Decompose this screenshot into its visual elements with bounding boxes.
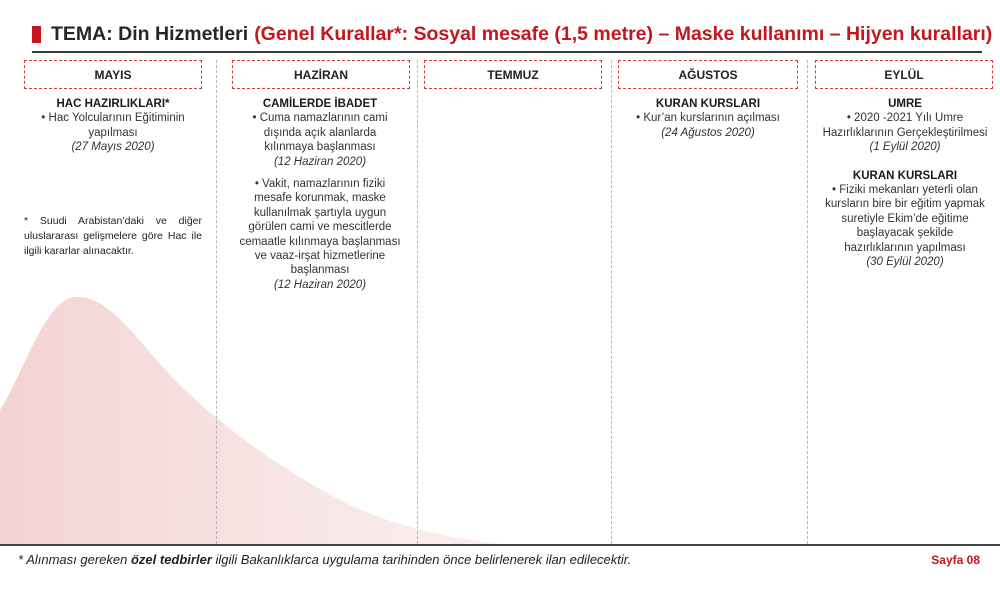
column-divider (417, 60, 418, 544)
footer-prefix: * Alınması gereken (18, 552, 131, 567)
list-item: • Vakit, namazlarının fiziki mesafe korunmak, maske kullanılmak şartıyla uygun görülen cami ve mescitlerde cemaatle kılınmaya başlanması ve vaaz-irşat hizmetlerine başlanması (239, 178, 401, 277)
list-item: • Cuma namazlarının cami dışında açık alanlarda kılınmaya başlanması (252, 112, 388, 154)
column-divider (807, 60, 808, 544)
month-header-eylul: EYLÜL (815, 60, 993, 89)
footer-suffix: ilgili Bakanlıklarca uygulama tarihinden önce belirlenerek ilan edilecektir. (211, 552, 632, 567)
date-label: (30 Eylül 2020) (866, 256, 944, 269)
month-header-mayis: MAYIS (24, 60, 202, 89)
month-header-temmuz: TEMMUZ (424, 60, 602, 89)
date-label: (12 Haziran 2020) (273, 155, 367, 168)
column-eylul (814, 97, 996, 279)
header-rule (32, 51, 982, 53)
slide-header (32, 20, 992, 48)
section-title: CAMİLERDE İBADET (262, 98, 378, 110)
date-label: (12 Haziran 2020) (273, 278, 367, 291)
list-item: • 2020 -2021 Yılı Umre Hazırlıklarının Gerçekleştirilmesi (822, 112, 988, 139)
list-item: • Kur’an kurslarının açılması (636, 112, 780, 125)
footer-emphasis: özel tedbirler (130, 552, 212, 567)
list-item: • Hac Yolcularının Eğitiminin yapılması (41, 112, 185, 139)
page-number: Sayfa 08 (931, 553, 980, 567)
section-title: KURAN KURSLARI (852, 169, 958, 182)
general-rules: (Genel Kurallar*: Sosyal mesafe (1,5 metre) – Maske kullanımı – Hijyen kuralları) (254, 22, 993, 45)
date-label: (27 Mayıs 2020) (71, 141, 155, 154)
column-mayis (28, 97, 198, 165)
date-label: (24 Ağustos 2020) (661, 126, 755, 139)
column-divider (216, 60, 217, 544)
list-item: • Fiziki mekanları yeterli olan kursların bire bir eğitim yapmak suretiyle Ekim’de eğitime başlayacak şekilde hazırlıklarının yapılması (825, 184, 985, 254)
section-title: KURAN KURSLARI (655, 98, 761, 110)
month-header-agustos: AĞUSTOS (618, 60, 798, 89)
topic-title: TEMA: Din Hizmetleri (51, 22, 249, 45)
hajj-footnote: * Suudi Arabistan’daki ve diğer uluslararası gelişmelere göre Hac ile ilgili kararlar alınacaktır. (24, 215, 202, 257)
column-agustos (622, 97, 794, 150)
footer-note (18, 552, 631, 567)
header-bullet (32, 26, 41, 43)
column-haziran (232, 97, 408, 302)
section-title: HAC HAZIRLIKLARI* (56, 98, 170, 110)
month-header-haziran: HAZİRAN (232, 60, 410, 89)
date-label: (1 Eylül 2020) (869, 141, 941, 154)
column-divider (611, 60, 612, 544)
footer-rule (0, 544, 1000, 546)
section-title: UMRE (888, 98, 922, 110)
